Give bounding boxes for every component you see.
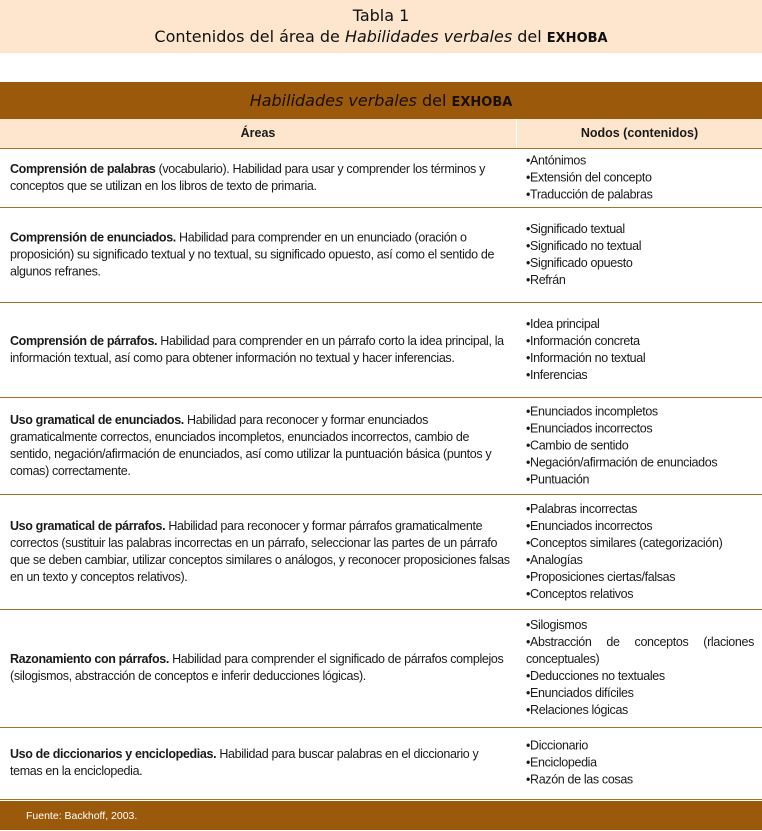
node-item: • Significado opuesto — [526, 255, 754, 272]
node-item: • Enciclopedia — [526, 755, 754, 772]
area-text: Habilidad para buscar palabras en el diccionario y temas en la enciclopedia. — [10, 747, 479, 779]
node-item: • Información no textual — [526, 350, 754, 367]
node-item: • Puntuación — [526, 471, 754, 488]
node-item: • Abstracción de conceptos (rlaciones conceptuales) — [526, 634, 754, 668]
node-item: • Significado no textual — [526, 238, 754, 255]
table-number: Tabla 1 — [352, 6, 410, 25]
node-item: • Conceptos similares (categorización) — [526, 535, 754, 552]
source-note: Fuente: Backhoff, 2003. — [26, 810, 138, 822]
node-item: • Idea principal — [526, 316, 754, 333]
node-item: • Antónimos — [526, 152, 754, 169]
nodes-list — [526, 738, 754, 789]
area-description — [10, 518, 510, 586]
node-item: • Analogías — [526, 552, 754, 569]
area-term: Uso gramatical de enunciados. — [10, 412, 184, 427]
node-item: • Traducción de palabras — [526, 186, 754, 203]
table-title — [0, 26, 762, 50]
area-term: Uso de diccionarios y enciclopedias. — [10, 747, 217, 762]
column-header-row — [0, 119, 762, 149]
area-text: Habilidad para comprender en un enunciado (oración o proposición) su significado textual y no textual, su significado opuesto, así como el sentido de algunos refranes. — [10, 230, 495, 279]
node-item: • Negación/afirmación de enunciados — [526, 454, 754, 471]
node-item: • Inferencias — [526, 367, 754, 384]
nodes-list — [526, 316, 754, 384]
band-mid: del — [416, 91, 452, 110]
area-text: Habilidad para reconocer y formar párrafos gramaticalmente correctos (sustituir las palabras incorrectas en un párrafo, seleccionar las partes de un párrafo que se deben cambiar, utilizar conceptos similares o análogos, y reconocer proposiciones falsas en un texto y conceptos relativos). — [10, 518, 510, 584]
area-term: Comprensión de palabras — [10, 161, 156, 176]
node-item: • Enunciados difíciles — [526, 685, 754, 702]
area-text: (vocabulario). Habilidad para usar y comprender los términos y conceptos que se utilizan en los libros de texto de primaria. — [10, 161, 485, 193]
area-text: Habilidad para reconocer y formar enunciados gramaticalmente correctos, enunciados incompletos, enunciados incorrectos, cambio de sentido, negación/afirmación de enunciados, así como utilizar la puntuación básica (puntos y comas) correctamente. — [10, 412, 492, 478]
title-italic: Habilidades verbales — [344, 27, 513, 46]
nodes-list — [526, 501, 754, 603]
node-item: • Deducciones no textuales — [526, 668, 754, 685]
node-item: • Enunciados incorrectos — [526, 518, 754, 535]
nodes-list — [526, 221, 754, 289]
area-term: Comprensión de párrafos. — [10, 333, 158, 348]
table-heading-band — [0, 82, 762, 119]
area-description — [10, 161, 510, 195]
title-text: Contenidos del área de — [154, 27, 345, 46]
table-row — [0, 728, 762, 800]
node-item: • Cambio de sentido — [526, 437, 754, 454]
area-term: Comprensión de enunciados. — [10, 230, 176, 245]
node-item: • Diccionario — [526, 738, 754, 755]
node-item: • Enunciados incorrectos — [526, 420, 754, 437]
node-item: • Razón de las cosas — [526, 772, 754, 789]
table-row — [0, 495, 762, 610]
table-row — [0, 610, 762, 728]
area-term: Razonamiento con párrafos. — [10, 652, 169, 667]
nodes-list — [526, 403, 754, 488]
node-item: • Significado textual — [526, 221, 754, 238]
node-item: • Información concreta — [526, 333, 754, 350]
node-item: • Silogismos — [526, 617, 754, 634]
band-italic: Habilidades verbales — [249, 91, 417, 110]
band-acronym: EXHOBA — [451, 95, 513, 110]
area-description — [10, 412, 510, 480]
table-row — [0, 149, 762, 208]
table-row — [0, 303, 762, 398]
area-description — [10, 333, 510, 367]
title-acronym: EXHOBA — [546, 31, 608, 46]
area-description — [10, 651, 510, 685]
node-item: • Relaciones lógicas — [526, 702, 754, 719]
area-description — [10, 746, 510, 780]
table-caption — [0, 0, 762, 53]
title-text-mid: del — [512, 27, 547, 46]
node-item: • Conceptos relativos — [526, 586, 754, 603]
column-header-nodos: Nodos (contenidos) — [580, 126, 699, 140]
area-text: Habilidad para comprender en un párrafo corto la idea principal, la información textual, así como para obtener información no textual y hacer inferencias. — [10, 333, 504, 365]
node-item: • Refrán — [526, 272, 754, 289]
nodes-list — [526, 152, 754, 203]
node-item: • Proposiciones ciertas/falsas — [526, 569, 754, 586]
table-row — [0, 208, 762, 303]
nodes-list — [526, 617, 754, 719]
table-footer — [0, 801, 762, 830]
node-item: • Enunciados incompletos — [526, 403, 754, 420]
node-item: • Palabras incorrectas — [526, 501, 754, 518]
node-item: • Extensión del concepto — [526, 169, 754, 186]
area-text: Habilidad para comprender el significado de párrafos complejos (silogismos, abstracción de conceptos e inferir deducciones lógicas). — [10, 652, 504, 684]
table-row — [0, 398, 762, 495]
area-description — [10, 229, 510, 280]
area-term: Uso gramatical de párrafos. — [10, 518, 166, 533]
column-header-areas: Áreas — [0, 119, 517, 148]
